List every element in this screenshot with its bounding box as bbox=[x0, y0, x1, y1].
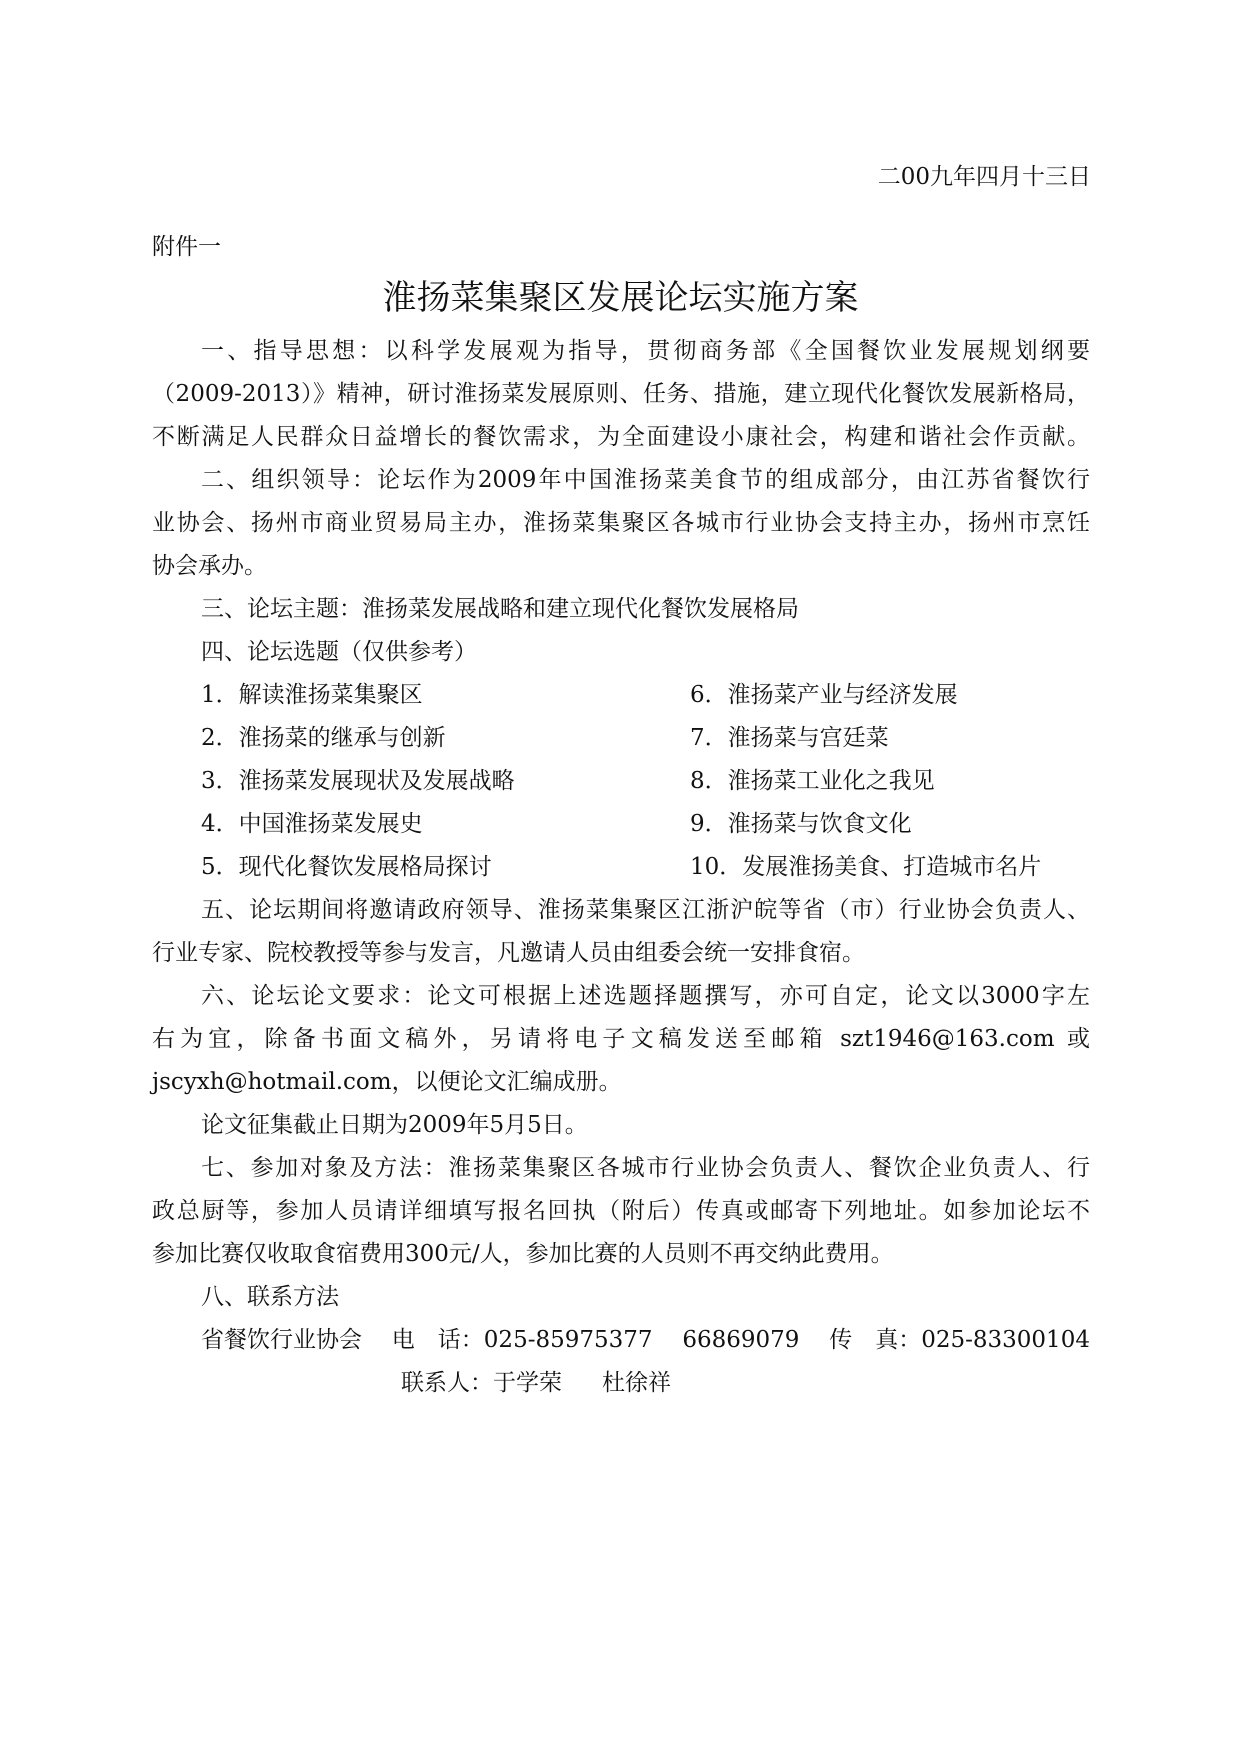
phone-label: 电 话： bbox=[391, 1327, 484, 1353]
contact-person-1: 于学荣 bbox=[493, 1370, 562, 1396]
phone-number-1: 025-85975377 bbox=[483, 1327, 653, 1353]
topic-item: 8．淮扬菜工业化之我见 bbox=[690, 768, 935, 794]
contact-persons bbox=[401, 1368, 671, 1398]
page-title: 淮扬菜集聚区发展论坛实施方案 bbox=[382, 278, 859, 318]
topic-item: 2．淮扬菜的继承与创新 bbox=[201, 725, 446, 751]
section2-line3: 协会承办。 bbox=[152, 553, 267, 579]
section1-line3: 不断满足人民群众日益增长的餐饮需求，为全面建设小康社会，构建和谐社会作贡献。 bbox=[152, 424, 1090, 450]
section5-line2: 行业专家、院校教授等参与发言，凡邀请人员由组委会统一安排食宿。 bbox=[152, 940, 865, 966]
fax-label: 传 真： bbox=[829, 1327, 922, 1353]
section4-heading: 四、论坛选题（仅供参考） bbox=[201, 639, 477, 665]
attachment-label: 附件一 bbox=[152, 234, 221, 260]
contact-person-2: 杜徐祥 bbox=[602, 1370, 671, 1396]
section6-line2: 右为宜，除备书面文稿外，另请将电子文稿发送至邮箱 szt1946@163.com 或 bbox=[152, 1026, 1090, 1052]
section2-line2: 业协会、扬州市商业贸易局主办，淮扬菜集聚区各城市行业协会支持主办，扬州市烹饪 bbox=[152, 510, 1090, 536]
contact-fax bbox=[829, 1325, 1090, 1355]
section7-line3: 参加比赛仅收取食宿费用300元/人，参加比赛的人员则不再交纳此费用。 bbox=[152, 1241, 894, 1267]
contact-row bbox=[201, 1325, 1090, 1355]
topic-item: 5．现代化餐饮发展格局探讨 bbox=[201, 854, 492, 880]
contact-phone bbox=[392, 1325, 653, 1355]
section6-line1: 六、论坛论文要求：论文可根据上述选题择题撰写，亦可自定，论文以3000字左 bbox=[201, 983, 1090, 1009]
person-label: 联系人： bbox=[401, 1370, 493, 1396]
section6-deadline: 论文征集截止日期为2009年5月5日。 bbox=[201, 1112, 588, 1138]
phone-number-2: 66869079 bbox=[682, 1327, 800, 1353]
document-date: 二00九年四月十三日 bbox=[877, 164, 1091, 190]
topic-item: 9．淮扬菜与饮食文化 bbox=[690, 811, 912, 837]
section8-heading: 八、联系方法 bbox=[201, 1284, 339, 1310]
topic-item: 4．中国淮扬菜发展史 bbox=[201, 811, 423, 837]
topic-item: 6．淮扬菜产业与经济发展 bbox=[690, 682, 958, 708]
fax-number: 025-83300104 bbox=[921, 1327, 1090, 1353]
section5-line1: 五、论坛期间将邀请政府领导、淮扬菜集聚区江浙沪皖等省（市）行业协会负责人、 bbox=[201, 897, 1090, 923]
topic-item: 3．淮扬菜发展现状及发展战略 bbox=[201, 768, 515, 794]
section6-line3: jscyxh@hotmail.com，以便论文汇编成册。 bbox=[152, 1069, 622, 1095]
section7-line2: 政总厨等，参加人员请详细填写报名回执（附后）传真或邮寄下列地址。如参加论坛不 bbox=[152, 1198, 1090, 1224]
section1-line2: （2009-2013）》精神，研讨淮扬菜发展原则、任务、措施，建立现代化餐饮发展新格局， bbox=[152, 381, 1090, 407]
section2-line1: 二、组织领导：论坛作为2009年中国淮扬菜美食节的组成部分，由江苏省餐饮行 bbox=[201, 467, 1090, 493]
section7-line1: 七、参加对象及方法：淮扬菜集聚区各城市行业协会负责人、餐饮企业负责人、行 bbox=[201, 1155, 1090, 1181]
contact-org: 省餐饮行业协会 bbox=[201, 1327, 362, 1353]
topic-item: 10．发展淮扬美食、打造城市名片 bbox=[690, 854, 1042, 880]
section3: 三、论坛主题：淮扬菜发展战略和建立现代化餐饮发展格局 bbox=[201, 596, 799, 622]
topic-item: 7．淮扬菜与宫廷菜 bbox=[690, 725, 889, 751]
topic-item: 1．解读淮扬菜集聚区 bbox=[201, 682, 423, 708]
section1-line1: 一、指导思想：以科学发展观为指导，贯彻商务部《全国餐饮业发展规划纲要 bbox=[201, 338, 1090, 364]
